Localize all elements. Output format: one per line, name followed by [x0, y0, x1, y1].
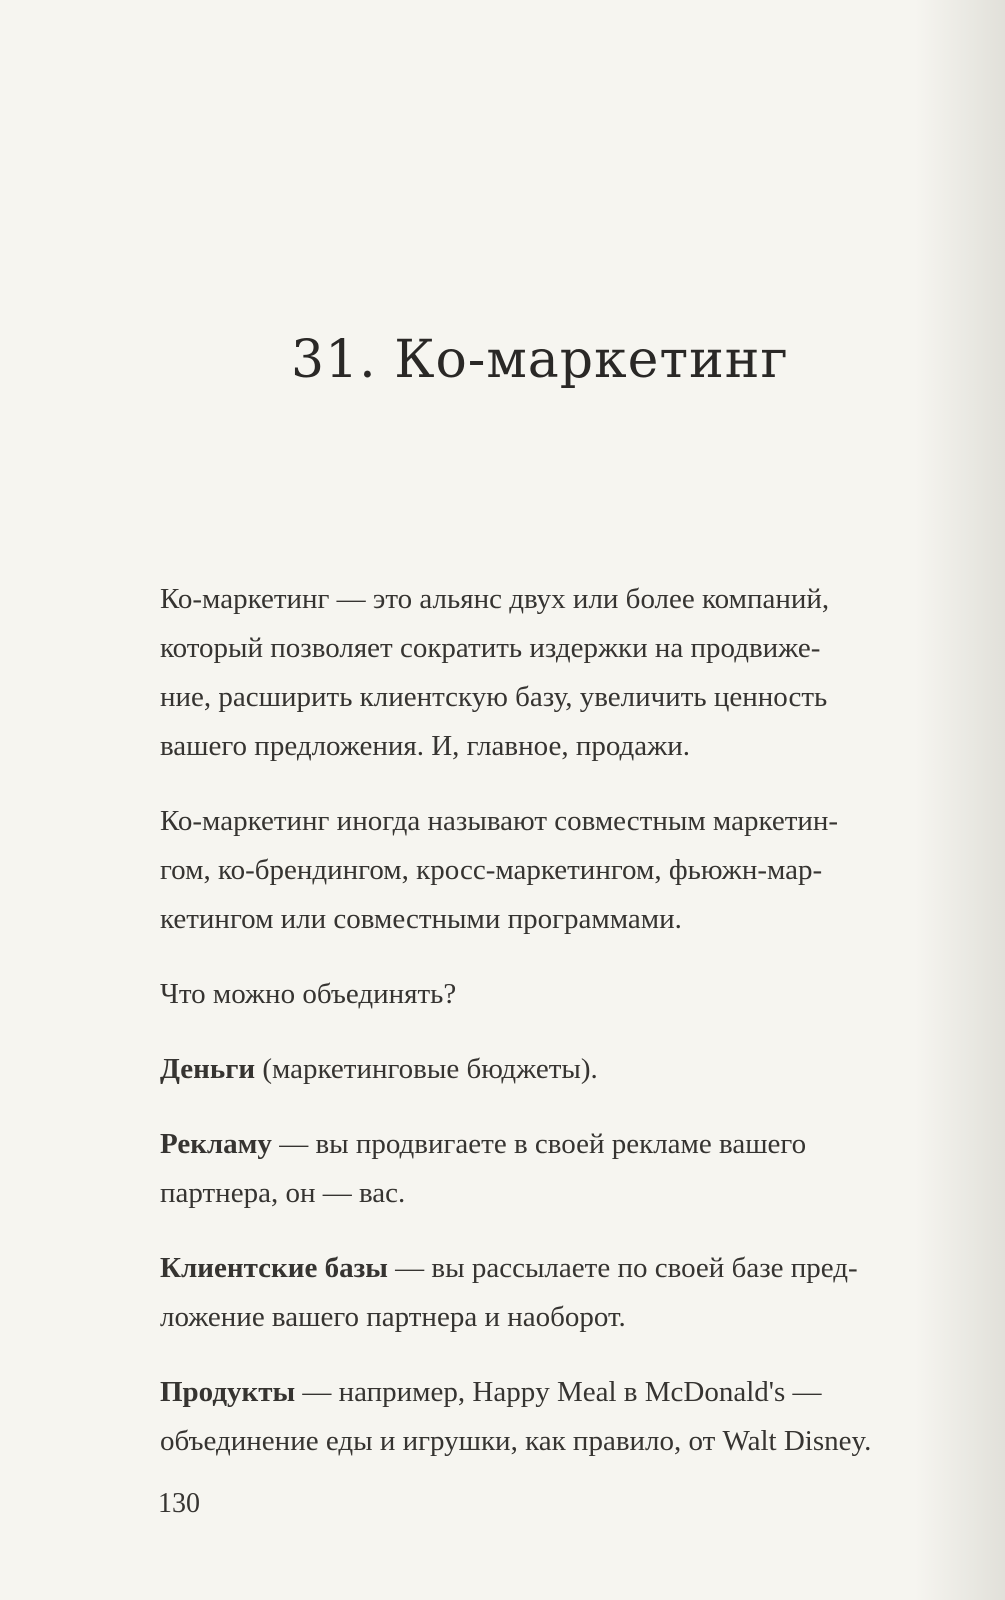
- paragraph-synonyms: [160, 797, 950, 944]
- text-line: [160, 1045, 950, 1094]
- text-line: кетингом или совместными программами.: [160, 903, 682, 935]
- item-client-bases: [160, 1244, 950, 1342]
- text-line: партнера, он — вас.: [160, 1177, 406, 1209]
- paragraph-question: [160, 970, 950, 1019]
- text-line: Ко-маркетинг — это альянс двух или более компаний,: [160, 583, 830, 615]
- item-term: Рекламу: [160, 1128, 272, 1160]
- item-products: [160, 1368, 950, 1466]
- item-advertising: [160, 1120, 950, 1218]
- item-term: Клиентские базы: [160, 1252, 388, 1284]
- text-line: Ко-маркетинг иногда называют совместным маркетин-: [160, 805, 839, 837]
- item-term: Продукты: [160, 1376, 296, 1408]
- item-text: (маркетинговые бюджеты).: [255, 1053, 598, 1085]
- text-line: Что можно объединять?: [160, 978, 457, 1010]
- text-line: объединение еды и игрушки, как правило, от Walt Disney.: [160, 1425, 872, 1457]
- text-line: ложение вашего партнера и наоборот.: [160, 1301, 626, 1333]
- text-line: вашего предложения. И, главное, продажи.: [160, 730, 690, 762]
- chapter-title: 31. Ко-маркетинг: [291, 330, 789, 390]
- chapter-body: [160, 575, 950, 1492]
- text-line: [160, 1368, 950, 1417]
- text-line: гом, ко-брендингом, кросс-маркетингом, фьюжн-мар-: [160, 854, 823, 886]
- text-line: ние, расширить клиентскую базу, увеличить ценность: [160, 681, 828, 713]
- item-money: [160, 1045, 950, 1094]
- item-text: — например, Happy Meal в McDonald's —: [295, 1376, 822, 1408]
- text-line: который позволяет сократить издержки на продвиже-: [160, 632, 821, 664]
- item-text: — вы рассылаете по своей базе пред-: [387, 1252, 858, 1284]
- item-term: Деньги: [160, 1053, 256, 1085]
- item-text: — вы продвигаете в своей рекламе вашего: [271, 1128, 807, 1160]
- text-line: [160, 1120, 950, 1169]
- paragraph-definition: [160, 575, 950, 771]
- page-number: 130: [158, 1488, 200, 1519]
- text-line: [160, 1244, 950, 1293]
